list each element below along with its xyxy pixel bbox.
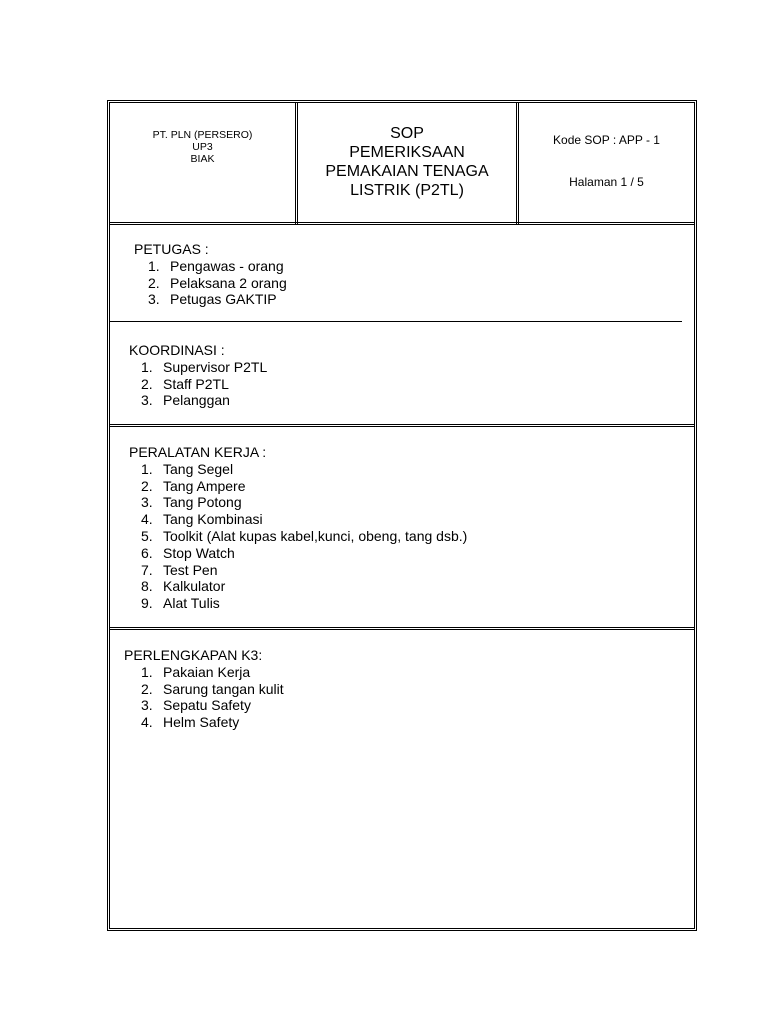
list-item: 2. Tang Ampere xyxy=(141,477,246,494)
section-peralatan xyxy=(129,444,467,612)
list-item: 5. Toolkit (Alat kupas kabel,kunci, obeng, tang dsb.) xyxy=(141,527,468,544)
code-cell xyxy=(519,103,694,225)
list-item: 3. Sepatu Safety xyxy=(141,697,251,714)
list-item: 1. Supervisor P2TL xyxy=(141,358,268,375)
company-location: BIAK xyxy=(190,153,215,165)
peralatan-heading: PERALATAN KERJA : xyxy=(129,444,267,460)
list-item: 3. Tang Potong xyxy=(141,494,242,511)
list-item: 4. Helm Safety xyxy=(141,714,240,731)
petugas-divider xyxy=(110,321,682,322)
title-line-3: PEMAKAIAN TENAGA xyxy=(325,163,489,180)
list-item: 6. Stop Watch xyxy=(141,544,235,561)
list-item: 1. Pengawas - orang xyxy=(148,257,284,274)
section-koordinasi xyxy=(129,342,267,409)
company-unit: UP3 xyxy=(192,141,213,153)
header-divider xyxy=(110,222,694,225)
list-item: 2. Pelaksana 2 orang xyxy=(148,274,287,291)
list-item: 2. Staff P2TL xyxy=(141,375,229,392)
peralatan-divider xyxy=(110,627,694,630)
title-line-2: PEMERIKSAAN xyxy=(349,144,465,161)
title-line-4: LISTRIK (P2TL) xyxy=(350,182,464,199)
company-cell xyxy=(110,103,295,225)
koordinasi-divider xyxy=(110,424,694,427)
list-item: 3. Petugas GAKTIP xyxy=(148,291,277,308)
title-cell xyxy=(295,103,519,225)
sop-code: Kode SOP : APP - 1 xyxy=(553,133,660,147)
list-item: 7. Test Pen xyxy=(141,561,218,578)
list-item: 2. Sarung tangan kulit xyxy=(141,680,284,697)
petugas-heading: PETUGAS : xyxy=(134,241,209,257)
page-number: Halaman 1 / 5 xyxy=(569,175,644,189)
list-item: 1. Pakaian Kerja xyxy=(141,663,251,680)
section-petugas xyxy=(134,241,287,308)
title-line-1: SOP xyxy=(390,125,424,142)
company-name: PT. PLN (PERSERO) xyxy=(152,129,253,141)
section-perlengkapan xyxy=(124,647,284,731)
list-item: 9. Alat Tulis xyxy=(141,595,220,612)
sop-document-frame xyxy=(107,100,697,931)
list-item: 1. Tang Segel xyxy=(141,460,234,477)
perlengkapan-heading: PERLENGKAPAN K3: xyxy=(124,647,263,663)
koordinasi-heading: KOORDINASI : xyxy=(129,342,225,358)
list-item: 3. Pelanggan xyxy=(141,392,230,409)
list-item: 4. Tang Kombinasi xyxy=(141,511,263,528)
list-item: 8. Kalkulator xyxy=(141,578,226,595)
